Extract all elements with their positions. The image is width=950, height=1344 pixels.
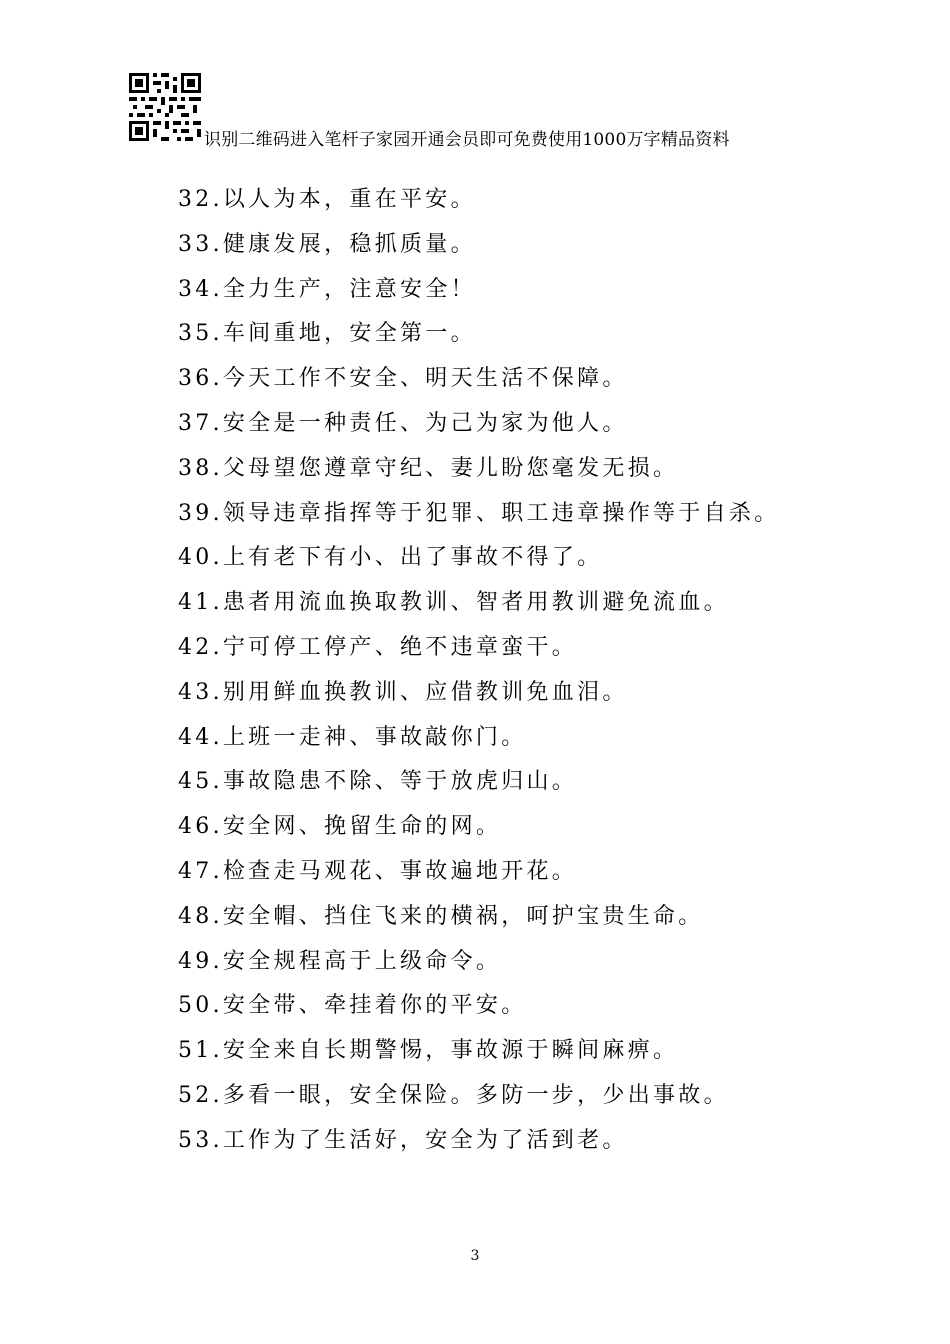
- slogan-item: 42.宁可停工停产、绝不违章蛮干。: [178, 634, 578, 660]
- slogan-item: 33.健康发展，稳抓质量。: [178, 231, 476, 257]
- slogan-item: 34.全力生产，注意安全！: [178, 276, 476, 302]
- slogan-list: [178, 178, 780, 1164]
- slogan-item: 44.上班一走神、事故敲你门。: [178, 724, 527, 750]
- slogan-item: 49.安全规程高于上级命令。: [178, 948, 502, 974]
- slogan-item: 35.车间重地，安全第一。: [178, 321, 476, 347]
- slogan-item: 43.别用鲜血换教训、应借教训免血泪。: [178, 679, 628, 705]
- slogan-item: 32.以人为本，重在平安。: [178, 187, 476, 212]
- slogan-item: 38.父母望您遵章守纪、妻儿盼您毫发无损。: [178, 455, 679, 481]
- slogan-item: 36.今天工作不安全、明天生活不保障。: [178, 366, 628, 392]
- slogan-item: 47.检查走马观花、事故遍地开花。: [178, 858, 578, 884]
- promo-header-text: 识别二维码进入笔杆子家园开通会员即可免费使用1000万字精品资料: [204, 130, 730, 150]
- slogan-item: 53.工作为了生活好，安全为了活到老。: [178, 1127, 628, 1153]
- slogan-item: 39.领导违章指挥等于犯罪、职工违章操作等于自杀。: [178, 500, 780, 526]
- slogan-item: 37.安全是一种责任、为己为家为他人。: [178, 410, 628, 436]
- slogan-item: 46.安全网、挽留生命的网。: [178, 814, 502, 840]
- slogan-item: 48.安全帽、挡住飞来的横祸，呵护宝贵生命。: [178, 903, 704, 929]
- slogan-item: 51.安全来自长期警惕，事故源于瞬间麻痹。: [178, 1038, 679, 1064]
- slogan-item: 52.多看一眼，安全保险。多防一步，少出事故。: [178, 1082, 729, 1108]
- slogan-item: 50.安全带、牵挂着你的平安。: [178, 993, 527, 1019]
- page-number: 3: [470, 1248, 480, 1264]
- qr-code-icon[interactable]: [128, 72, 202, 142]
- slogan-item: 40.上有老下有小、出了事故不得了。: [178, 545, 603, 571]
- slogan-item: 41.患者用流血换取教训、智者用教训避免流血。: [178, 590, 729, 616]
- slogan-item: 45.事故隐患不除、等于放虎归山。: [178, 769, 578, 795]
